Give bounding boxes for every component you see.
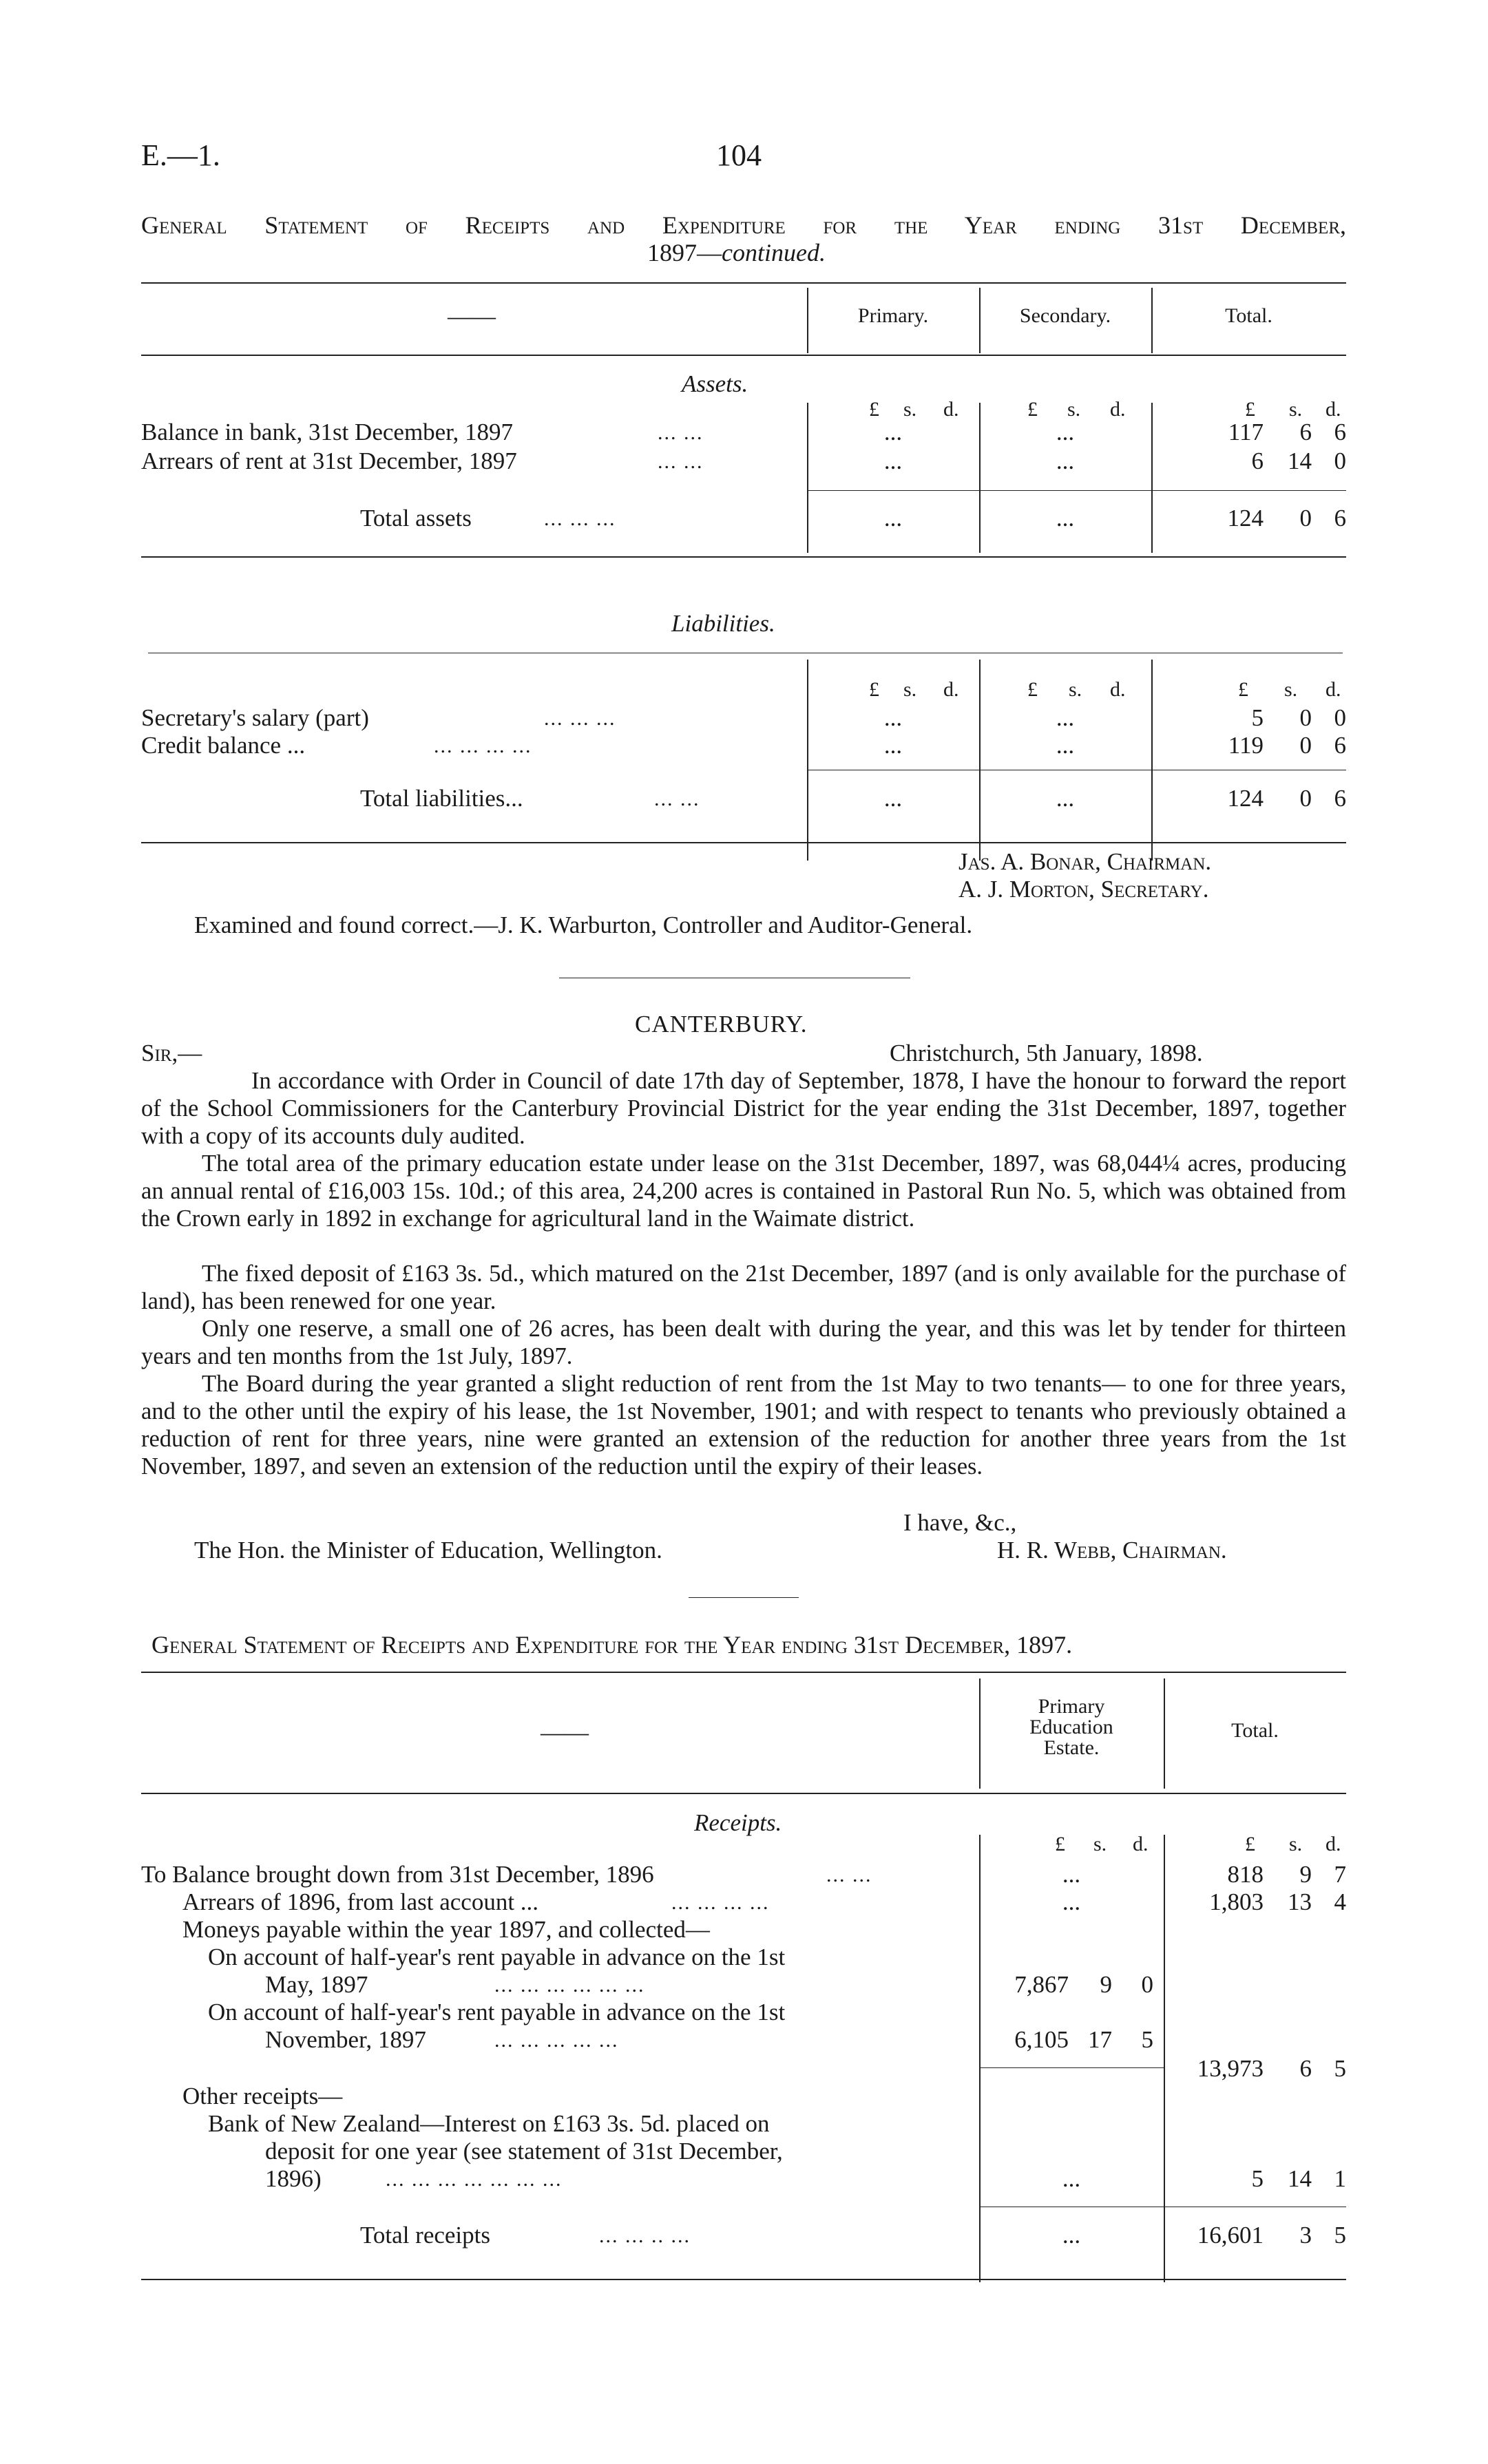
unit-pound: £ [1245, 398, 1255, 421]
total-pounds: 124 [1227, 505, 1264, 531]
unit-pound: £ [1238, 678, 1248, 701]
primary-value: ... [883, 447, 903, 474]
leader-dots: ... ... .. ... [599, 2224, 691, 2247]
column-divider [1151, 403, 1153, 553]
row-label: 1896) [265, 2165, 322, 2192]
row-label: Secretary's salary (part) [141, 704, 369, 731]
header-bottom-rule [141, 1793, 1346, 1794]
total-pence: 6 [1334, 785, 1346, 812]
column-divider [979, 660, 981, 861]
column-divider [1164, 1835, 1165, 2282]
total-pounds: 13,973 [1197, 2055, 1264, 2082]
unit-pound: £ [1027, 678, 1038, 701]
total-pence: 4 [1334, 1888, 1346, 1915]
column-header-line: Education [1029, 1716, 1113, 1738]
row-label: On account of half-year's rent payable in advance on the 1st [208, 1944, 786, 1970]
subtotal-rule [979, 2067, 1164, 2068]
unit-pence: d. [1110, 398, 1126, 421]
primary-value: ... [1062, 2222, 1081, 2249]
total-shillings: 0 [1299, 704, 1312, 731]
total-pounds: 117 [1228, 419, 1264, 445]
salutation: Sir,— [141, 1040, 202, 1066]
page-reference: E.—1. [141, 138, 220, 172]
total-pounds: 16,601 [1197, 2222, 1264, 2249]
unit-pence: d. [1133, 1833, 1149, 1855]
subtotal-rule [807, 490, 1346, 491]
primary-pounds: 6,105 [1014, 2026, 1069, 2053]
table-top-rule [141, 282, 1346, 284]
primary-pence: 0 [1141, 1971, 1153, 1998]
unit-pence: d. [1110, 678, 1126, 701]
total-shillings: 0 [1299, 505, 1312, 531]
unit-pound: £ [1245, 1833, 1255, 1855]
column-divider [807, 660, 808, 861]
row-label: On account of half-year's rent payable in advance on the 1st [208, 1999, 786, 2025]
table-bottom-rule [141, 2279, 1346, 2280]
total-shillings: 9 [1299, 1861, 1312, 1888]
chairman-signature: Jas. A. Bonar, Chairman. [958, 848, 1212, 875]
receipts-heading: Receipts. [694, 1809, 782, 1836]
secondary-value: ... [1056, 785, 1075, 812]
row-label: Total liabilities... [360, 785, 523, 812]
row-label: Total assets [360, 505, 472, 531]
total-shillings: 0 [1299, 785, 1312, 812]
letter-signer: H. R. Webb, Chairman. [997, 1537, 1227, 1563]
column-header-primary-education-estate [979, 1696, 1164, 1758]
separator-rule [689, 1597, 799, 1598]
leader-dots: ... ... ... ... ... ... [494, 1974, 645, 1997]
total-pence: 6 [1334, 505, 1346, 531]
row-label: Arrears of rent at 31st December, 1897 [141, 447, 517, 474]
leader-dots: ... ... [658, 450, 704, 473]
total-shillings: 6 [1299, 2055, 1312, 2082]
total-pounds: 818 [1227, 1861, 1264, 1888]
primary-value: ... [1062, 1888, 1081, 1915]
primary-shillings: 9 [1100, 1971, 1112, 1998]
stub-dash: —— [448, 303, 496, 330]
unit-shillings: s. [1289, 398, 1303, 421]
primary-value: ... [883, 419, 903, 445]
table-top-rule [141, 1672, 1346, 1673]
letter-addressee: The Hon. the Minister of Education, Wellington. [194, 1537, 662, 1563]
statement1-title: General Statement of Receipts and Expenditure for the Year ending 31st December, [141, 211, 1346, 239]
letter-paragraph: The total area of the primary education estate under lease on the 31st December, 1897, was 68,044¼ acres, producing an annual rental of £16,003 15s. 10d.; of this area, 24,200 acres is contained in Pastoral Run No. 5, which was obtained from the Crown early in 1892 in exchange for agricultural land in the Waimate district. [141, 1150, 1346, 1232]
unit-shillings: s. [1284, 678, 1298, 701]
leader-dots: ... ... ... ... [434, 735, 532, 757]
row-label: November, 1897 [265, 2026, 426, 2053]
total-pence: 0 [1334, 447, 1346, 474]
column-divider [1151, 660, 1153, 861]
secondary-value: ... [1056, 419, 1075, 445]
total-pence: 7 [1334, 1861, 1346, 1888]
primary-value: ... [883, 785, 903, 812]
column-header-total: Total. [1225, 304, 1272, 327]
unit-shillings: s. [1093, 1833, 1107, 1855]
secondary-value: ... [1056, 447, 1075, 474]
unit-pound: £ [1055, 1833, 1065, 1855]
unit-pence: d. [943, 678, 959, 701]
letter-date: Christchurch, 5th January, 1898. [890, 1040, 1203, 1066]
total-pence: 6 [1334, 419, 1346, 445]
primary-value: ... [883, 704, 903, 731]
total-pounds: 119 [1228, 732, 1264, 759]
primary-value: ... [1062, 1861, 1081, 1888]
section-rule [141, 556, 1346, 558]
leader-dots: ... ... [826, 1864, 872, 1886]
audit-note: Examined and found correct.—J. K. Warburton, Controller and Auditor-General. [194, 912, 973, 938]
row-label: deposit for one year (see statement of 31st December, [265, 2138, 783, 2165]
total-pence: 0 [1334, 704, 1346, 731]
leader-dots: ... ... ... [544, 707, 616, 730]
unit-shillings: s. [903, 398, 917, 421]
row-label: Arrears of 1896, from last account ... [182, 1888, 539, 1915]
page-number: 104 [716, 138, 762, 172]
table-bottom-rule [141, 842, 1346, 843]
unit-pence: d. [1325, 1833, 1341, 1855]
leader-dots: ... ... ... [544, 507, 616, 530]
secondary-value: ... [1056, 704, 1075, 731]
row-label: Moneys payable within the year 1897, and collected— [182, 1916, 710, 1943]
total-pounds: 6 [1251, 447, 1264, 474]
total-pence: 5 [1334, 2222, 1346, 2249]
total-shillings: 6 [1299, 419, 1312, 445]
primary-value: ... [883, 732, 903, 759]
leader-dots: ... ... [654, 788, 700, 810]
secondary-value: ... [1056, 732, 1075, 759]
stub-dash: —— [541, 1719, 589, 1746]
total-pence: 6 [1334, 732, 1346, 759]
row-label: Credit balance ... [141, 732, 306, 759]
statement1-title-continued: 1897—continued. [647, 239, 826, 266]
column-header-line: Estate. [1043, 1736, 1100, 1759]
unit-shillings: s. [903, 678, 917, 701]
primary-pounds: 7,867 [1014, 1971, 1069, 1998]
primary-value: ... [1062, 2165, 1081, 2192]
leader-dots: ... ... ... ... [671, 1891, 770, 1914]
column-header-secondary: Secondary. [1019, 304, 1111, 327]
leader-dots: ... ... ... ... ... ... ... [386, 2168, 563, 2191]
row-label: Other receipts— [182, 2083, 343, 2109]
column-header-total: Total. [1231, 1719, 1279, 1742]
liabilities-heading: Liabilities. [671, 610, 775, 637]
unit-shillings: s. [1289, 1833, 1303, 1855]
unit-shillings: s. [1067, 398, 1081, 421]
primary-shillings: 17 [1088, 2026, 1112, 2053]
leader-dots: ... ... ... ... ... [494, 2029, 619, 2052]
section-heading: CANTERBURY. [635, 1011, 808, 1038]
total-shillings: 0 [1299, 732, 1312, 759]
primary-value: ... [883, 505, 903, 531]
column-header-line: Primary [1038, 1695, 1105, 1718]
total-shillings: 3 [1299, 2222, 1312, 2249]
unit-pence: d. [943, 398, 959, 421]
total-shillings: 14 [1288, 447, 1312, 474]
row-label: Bank of New Zealand—Interest on £163 3s. 5d. placed on [208, 2110, 770, 2137]
total-pence: 5 [1334, 2055, 1346, 2082]
unit-pence: d. [1325, 398, 1341, 421]
letter-paragraph: The fixed deposit of £163 3s. 5d., which matured on the 21st December, 1897 (and is only available for the purchase of land), has been renewed for one year. [141, 1261, 1346, 1314]
unit-pence: d. [1325, 678, 1341, 701]
letter-closing: I have, &c., [903, 1509, 1017, 1536]
assets-heading: Assets. [682, 370, 748, 397]
row-label: To Balance brought down from 31st December, 1896 [141, 1861, 654, 1888]
total-pence: 1 [1334, 2165, 1346, 2192]
row-label: May, 1897 [265, 1971, 368, 1998]
letter-paragraph: The Board during the year granted a slight reduction of rent from the 1st May to two tenants— to one for three years, and to the other until the expiry of his lease, the 1st November, 1901; and with respect to tenants who previously obtained a reduction of rent for three years, nine were granted an extension of the reduction for another three years from the 1st November, 1897, and seven an extension of the reduction until the expiry of their leases. [141, 1371, 1346, 1480]
row-label: Balance in bank, 31st December, 1897 [141, 419, 513, 445]
total-shillings: 13 [1288, 1888, 1312, 1915]
secondary-value: ... [1056, 505, 1075, 531]
total-pounds: 1,803 [1209, 1888, 1264, 1915]
statement2-title: General Statement of Receipts and Expenditure for the Year ending 31st December, 1897. [151, 1631, 1073, 1659]
leader-dots: ... ... [658, 421, 704, 444]
total-shillings: 14 [1288, 2165, 1312, 2192]
unit-pound: £ [869, 678, 879, 701]
primary-pence: 5 [1141, 2026, 1153, 2053]
header-bottom-rule [141, 355, 1346, 356]
letter-paragraph: Only one reserve, a small one of 26 acres, has been dealt with during the year, and this was let by tender for thirteen years and ten months from the 1st July, 1897. [141, 1316, 1346, 1369]
unit-pound: £ [1027, 398, 1038, 421]
total-pounds: 5 [1251, 704, 1264, 731]
row-label: Total receipts [360, 2222, 490, 2249]
total-pounds: 5 [1251, 2165, 1264, 2192]
secretary-signature: A. J. Morton, Secretary. [958, 876, 1209, 903]
total-pounds: 124 [1227, 785, 1264, 812]
letter-paragraph: In accordance with Order in Council of date 17th day of September, 1878, I have the honour to forward the report of the School Commissioners for the Canterbury Provincial District for the year ending the 31st December, 1897, together with a copy of its accounts duly audited. [141, 1068, 1346, 1149]
unit-shillings: s. [1069, 678, 1082, 701]
unit-pound: £ [869, 398, 879, 421]
column-header-primary: Primary. [857, 304, 929, 327]
